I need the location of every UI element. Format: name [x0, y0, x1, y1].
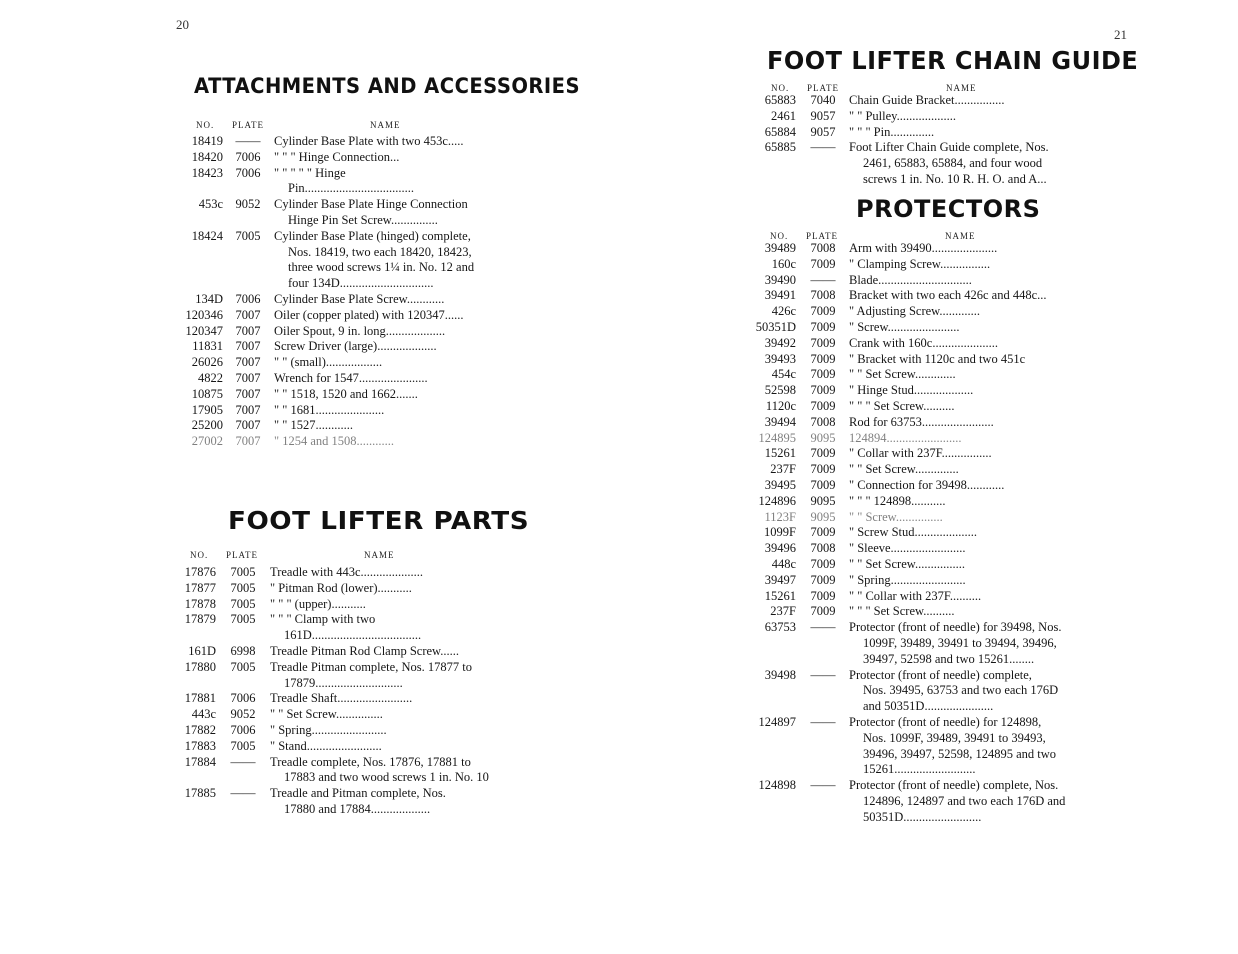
attachments-title: ATTACHMENTS AND ACCESSORIES: [194, 74, 580, 98]
plate-number: 9057: [810, 108, 836, 123]
part-name-line: " Screw.......................: [849, 320, 960, 334]
part-number: 10875: [191, 386, 223, 401]
part-name-line: " Collar with 237F................: [849, 446, 992, 461]
header-plate: PLATE: [807, 83, 839, 93]
part-name-line: Treadle complete, Nos. 17876, 17881 to: [270, 754, 471, 769]
part-name: [274, 418, 510, 434]
plate-number: 7005: [230, 580, 256, 595]
part-name-line: " Spring........................: [270, 723, 387, 737]
plate-number: ——: [810, 715, 836, 729]
plate-number: 7040: [810, 93, 836, 107]
plate-number: ——: [230, 786, 256, 801]
plate-number: 7009: [810, 604, 836, 619]
part-name: [274, 292, 510, 308]
part-name-line: " " Set Screw..............: [849, 462, 959, 477]
part-number: 39497: [764, 572, 796, 587]
part-number: 124896: [758, 493, 796, 508]
part-name: [849, 557, 1089, 573]
part-number: 26026: [191, 355, 223, 370]
plate-number: ——: [810, 620, 836, 635]
part-number: 50351D: [755, 320, 796, 334]
part-name: [849, 478, 1089, 494]
part-name-line: Blade..............................: [849, 272, 972, 287]
plate-number: ——: [810, 667, 836, 682]
part-name: [274, 324, 510, 340]
plate-number: 7009: [810, 446, 836, 461]
part-name: [849, 109, 1089, 125]
part-name-line: Bracket with two each 426c and 448c...: [849, 288, 1047, 303]
part-name: [849, 415, 1089, 431]
part-number: 18424: [191, 228, 223, 243]
part-name-line: Treadle and Pitman complete, Nos.: [270, 786, 446, 801]
part-name: [270, 739, 508, 755]
part-name-line: Cylinder Base Plate (hinged) complete,: [274, 228, 471, 243]
right-page: [619, 0, 1238, 954]
part-name: [274, 387, 510, 403]
page-number-left: 20: [176, 17, 189, 32]
part-name: [849, 494, 1089, 510]
part-number: 443c: [191, 707, 216, 722]
part-number: 124897: [758, 715, 796, 729]
part-name: [849, 462, 1089, 478]
foot-lifter-parts-title: FOOT LIFTER PARTS: [228, 506, 530, 535]
plate-number: 6998: [230, 644, 256, 658]
plate-number: ——: [235, 134, 261, 148]
plate-number: 7008: [810, 241, 836, 255]
header-name: NAME: [945, 231, 976, 241]
part-name-line: Treadle Shaft........................: [270, 691, 413, 706]
part-name: [849, 241, 1089, 257]
part-name: [274, 134, 510, 150]
part-number: 17880: [184, 659, 216, 674]
header-name: NAME: [946, 83, 977, 93]
part-name-line: " Adjusting Screw.............: [849, 304, 981, 319]
part-name-line: Protector (front of needle) for 124898,: [849, 715, 1042, 729]
part-name-line: " Hinge Stud...................: [849, 383, 974, 398]
part-name-line: Treadle with 443c....................: [270, 565, 423, 579]
plate-number: 7005: [230, 659, 256, 674]
part-name: [849, 604, 1089, 620]
part-name-line: Cylinder Base Plate Screw............: [274, 292, 445, 306]
part-name-line: 17883 and two wood screws 1 in. No. 10: [284, 770, 489, 785]
plate-number: ——: [810, 778, 836, 793]
plate-number: 7006: [230, 723, 256, 737]
plate-number: 7007: [235, 355, 261, 370]
plate-number: 7007: [235, 418, 261, 433]
part-name-line: Protector (front of needle) complete,: [849, 667, 1032, 682]
part-number: 426c: [771, 304, 796, 319]
part-number: 52598: [764, 383, 796, 398]
part-number: 1123F: [764, 509, 796, 524]
part-name: [270, 644, 508, 660]
part-name: [849, 715, 1089, 778]
part-number: 18419: [191, 134, 223, 148]
part-name-line: " " Pulley...................: [849, 108, 956, 123]
plate-number: 7009: [810, 525, 836, 540]
part-name-line: Wrench for 1547......................: [274, 371, 428, 385]
part-name-line: " Stand........................: [270, 738, 382, 753]
part-name: [270, 660, 508, 692]
part-name: [274, 434, 510, 450]
part-name-line: Nos. 18419, two each 18420, 18423,: [288, 244, 472, 259]
part-number: 15261: [764, 588, 796, 603]
header-no: NO.: [190, 550, 209, 560]
part-name-line: 17880 and 17884...................: [284, 801, 431, 816]
plate-number: ——: [810, 272, 836, 287]
part-number: 11831: [192, 339, 223, 354]
part-name-line: " Spring........................: [849, 572, 966, 587]
part-name-line: " " Screw...............: [849, 509, 943, 524]
plate-number: 7009: [810, 399, 836, 413]
part-name-line: " " " Clamp with two: [270, 612, 376, 627]
part-name: [274, 371, 510, 387]
part-name-line: " " " (upper)...........: [270, 596, 366, 611]
part-name-line: 124896, 124897 and two each 176D and: [863, 793, 1066, 808]
part-name: [849, 620, 1089, 667]
part-name-line: four 134D..............................: [288, 276, 434, 291]
header-no: NO.: [770, 231, 789, 241]
part-name: [270, 755, 508, 787]
header-no: NO.: [196, 120, 215, 130]
part-name-line: " " Set Screw................: [849, 557, 965, 571]
part-name: [849, 367, 1089, 383]
part-number: 454c: [771, 367, 796, 382]
part-name: [270, 786, 508, 818]
part-name-line: 39497, 52598 and two 15261........: [863, 651, 1035, 666]
plate-number: 7006: [235, 165, 261, 180]
part-name-line: Treadle Pitman Rod Clamp Screw......: [270, 644, 459, 658]
plate-number: 7009: [810, 588, 836, 603]
part-number: 120347: [185, 323, 223, 338]
part-name-line: " 1254 and 1508............: [274, 434, 395, 449]
part-name: [274, 197, 510, 229]
part-number: 17905: [191, 402, 223, 417]
part-number: 160c: [771, 256, 796, 271]
part-name: [270, 565, 508, 581]
part-name: [849, 273, 1089, 289]
plate-number: 7008: [810, 541, 836, 556]
header-plate: PLATE: [232, 120, 264, 130]
part-name-line: 39496, 39497, 52598, 124895 and two: [863, 746, 1057, 761]
part-name-line: " Sleeve........................: [849, 541, 966, 556]
plate-number: 7007: [235, 386, 261, 401]
plate-number: 7008: [810, 288, 836, 303]
plate-number: 7007: [235, 323, 261, 338]
part-number: 15261: [764, 446, 796, 461]
part-number: 1099F: [764, 525, 796, 540]
part-name: [849, 125, 1089, 141]
part-name: [849, 140, 1089, 187]
part-name-line: Arm with 39490.....................: [849, 241, 998, 255]
part-number: 453c: [198, 197, 223, 212]
part-number: 65883: [764, 93, 796, 107]
part-name: [274, 150, 510, 166]
part-name-line: Nos. 39495, 63753 and two each 176D: [863, 683, 1059, 698]
part-name-line: 17879............................: [284, 675, 403, 690]
part-name: [270, 612, 508, 644]
part-name-line: " " 1518, 1520 and 1662.......: [274, 386, 418, 401]
part-name-line: " Connection for 39498............: [849, 478, 1005, 492]
part-name: [274, 355, 510, 371]
part-number: 39498: [764, 667, 796, 682]
header-plate: PLATE: [226, 550, 258, 560]
part-name-line: " Screw Stud....................: [849, 525, 978, 540]
part-name: [849, 352, 1089, 368]
plate-number: 7006: [235, 292, 261, 306]
part-name-line: Protector (front of needle) for 39498, Nos.: [849, 620, 1062, 635]
plate-number: 7009: [810, 304, 836, 319]
part-number: 124898: [758, 778, 796, 793]
part-name-line: 1099F, 39489, 39491 to 39494, 39496,: [863, 635, 1057, 650]
protectors-title: PROTECTORS: [856, 195, 1041, 223]
part-name: [270, 707, 508, 723]
plate-number: 7007: [235, 402, 261, 417]
part-name-line: " " " " " Hinge: [274, 165, 346, 180]
part-number: 237F: [770, 604, 796, 619]
part-name-line: 2461, 65883, 65884, and four wood: [863, 156, 1043, 171]
part-name-line: Pin...................................: [288, 181, 415, 196]
part-name-line: " " (small)..................: [274, 355, 383, 370]
plate-number: 7009: [810, 478, 836, 492]
part-number: 39496: [764, 541, 796, 556]
part-name-line: 124894........................: [849, 430, 962, 445]
part-name-line: and 50351D......................: [863, 699, 994, 714]
plate-number: 9052: [235, 197, 261, 212]
part-name: [849, 573, 1089, 589]
part-name: [849, 541, 1089, 557]
part-name-line: Crank with 160c.....................: [849, 335, 998, 350]
plate-number: 9052: [230, 707, 256, 722]
plate-number: 7006: [235, 149, 261, 164]
plate-number: ——: [230, 754, 256, 769]
part-number: 124895: [758, 430, 796, 445]
part-number: 18420: [191, 149, 223, 164]
part-name: [849, 383, 1089, 399]
plate-number: 7005: [230, 612, 256, 627]
part-name-line: " " 1527............: [274, 418, 353, 433]
plate-number: 9095: [810, 493, 836, 508]
part-name-line: " " 1681......................: [274, 402, 385, 417]
part-number: 2461: [771, 108, 796, 123]
part-number: 17881: [184, 691, 216, 706]
plate-number: 7009: [810, 557, 836, 571]
plate-number: 7009: [810, 335, 836, 350]
part-name-line: " Clamping Screw................: [849, 256, 991, 271]
part-name-line: " " " Set Screw..........: [849, 604, 955, 619]
part-name-line: 161D...................................: [284, 628, 422, 643]
part-name-line: Oiler Spout, 9 in. long...................: [274, 323, 446, 338]
part-name: [849, 399, 1089, 415]
plate-number: 7007: [235, 434, 261, 449]
part-number: 39489: [764, 241, 796, 255]
part-name-line: " Bracket with 1120c and two 451c: [849, 351, 1026, 366]
part-name: [274, 229, 510, 292]
part-name: [849, 778, 1089, 825]
part-name: [849, 510, 1089, 526]
part-number: 39490: [764, 272, 796, 287]
plate-number: 7007: [235, 371, 261, 385]
part-number: 27002: [191, 434, 223, 449]
part-name-line: three wood screws 1¼ in. No. 12 and: [288, 260, 475, 275]
plate-number: 7009: [810, 383, 836, 398]
part-name-line: " " " 124898...........: [849, 493, 946, 508]
chain-guide-title: FOOT LIFTER CHAIN GUIDE: [767, 46, 1139, 75]
part-number: 17876: [184, 565, 216, 579]
part-name: [849, 525, 1089, 541]
part-name-line: Nos. 1099F, 39489, 39491 to 39493,: [863, 730, 1046, 745]
part-name-line: " " Set Screw.............: [849, 367, 956, 382]
part-number: 65885: [764, 140, 796, 155]
part-name-line: Chain Guide Bracket................: [849, 93, 1005, 107]
part-name: [270, 691, 508, 707]
plate-number: 7009: [810, 320, 836, 334]
part-name: [270, 581, 508, 597]
part-name-line: " Pitman Rod (lower)...........: [270, 580, 412, 595]
plate-number: ——: [810, 140, 836, 155]
part-name: [849, 336, 1089, 352]
part-number: 120346: [185, 307, 223, 322]
page-number-right: 21: [1114, 27, 1127, 42]
part-name: [274, 339, 510, 355]
header-plate: PLATE: [806, 231, 838, 241]
plate-number: 7009: [810, 351, 836, 366]
part-name: [849, 431, 1089, 447]
part-number: 39494: [764, 414, 796, 429]
part-number: 17882: [184, 723, 216, 737]
part-name-line: Hinge Pin Set Screw...............: [288, 212, 438, 227]
part-name-line: Rod for 63753.......................: [849, 414, 994, 429]
part-number: 17883: [184, 738, 216, 753]
part-number: 237F: [770, 462, 796, 477]
part-name-line: screws 1 in. No. 10 R. H. O. and A...: [863, 171, 1047, 186]
part-name-line: " " Collar with 237F..........: [849, 588, 982, 603]
plate-number: 7007: [235, 339, 261, 354]
plate-number: 7009: [810, 367, 836, 382]
part-number: 25200: [191, 418, 223, 433]
part-number: 17885: [184, 786, 216, 801]
part-number: 17877: [184, 580, 216, 595]
part-name: [274, 166, 510, 198]
part-number: 18423: [191, 165, 223, 180]
part-number: 134D: [195, 292, 223, 306]
part-name-line: Screw Driver (large)...................: [274, 339, 437, 354]
part-number: 1120c: [765, 399, 796, 413]
part-number: 39495: [764, 478, 796, 492]
part-number: 4822: [198, 371, 223, 385]
part-name-line: Cylinder Base Plate Hinge Connection: [274, 197, 468, 212]
plate-number: 7006: [230, 691, 256, 706]
part-name-line: Cylinder Base Plate with two 453c.....: [274, 134, 464, 148]
part-name: [270, 723, 508, 739]
plate-number: 7009: [810, 572, 836, 587]
part-name-line: 50351D.........................: [863, 809, 982, 824]
plate-number: 9095: [810, 430, 836, 445]
part-name: [849, 288, 1089, 304]
part-number: 17878: [184, 596, 216, 611]
part-name-line: 15261..........................: [863, 762, 976, 777]
part-name: [270, 597, 508, 613]
part-name-line: " " " Set Screw..........: [849, 399, 955, 413]
plate-number: 7005: [235, 228, 261, 243]
part-name: [849, 320, 1089, 336]
part-name: [274, 308, 510, 324]
part-name-line: Foot Lifter Chain Guide complete, Nos.: [849, 140, 1049, 155]
plate-number: 7008: [810, 414, 836, 429]
part-number: 63753: [764, 620, 796, 635]
part-name-line: " " Set Screw...............: [270, 707, 383, 722]
part-number: 448c: [771, 557, 796, 571]
part-name: [849, 93, 1089, 109]
part-number: 161D: [188, 644, 216, 658]
part-name-line: " " " Hinge Connection...: [274, 149, 400, 164]
part-name: [274, 403, 510, 419]
part-number: 39491: [764, 288, 796, 303]
part-name: [849, 668, 1089, 715]
plate-number: 7005: [230, 738, 256, 753]
part-name: [849, 304, 1089, 320]
header-name: NAME: [370, 120, 401, 130]
part-number: 39492: [764, 335, 796, 350]
part-name-line: " " " Pin..............: [849, 124, 935, 139]
part-number: 39493: [764, 351, 796, 366]
part-name: [849, 257, 1089, 273]
part-name-line: Oiler (copper plated) with 120347......: [274, 307, 464, 322]
plate-number: 7009: [810, 462, 836, 477]
plate-number: 9057: [810, 124, 836, 139]
part-number: 17879: [184, 612, 216, 627]
plate-number: 9095: [810, 509, 836, 524]
plate-number: 7005: [230, 596, 256, 611]
plate-number: 7005: [230, 565, 256, 579]
plate-number: 7007: [235, 307, 261, 322]
part-name: [849, 446, 1089, 462]
part-number: 17884: [184, 754, 216, 769]
part-name-line: Protector (front of needle) complete, Nos.: [849, 778, 1059, 793]
part-number: 65884: [764, 124, 796, 139]
part-name-line: Treadle Pitman complete, Nos. 17877 to: [270, 659, 472, 674]
part-name: [849, 589, 1089, 605]
plate-number: 7009: [810, 256, 836, 271]
header-name: NAME: [364, 550, 395, 560]
header-no: NO.: [771, 83, 790, 93]
